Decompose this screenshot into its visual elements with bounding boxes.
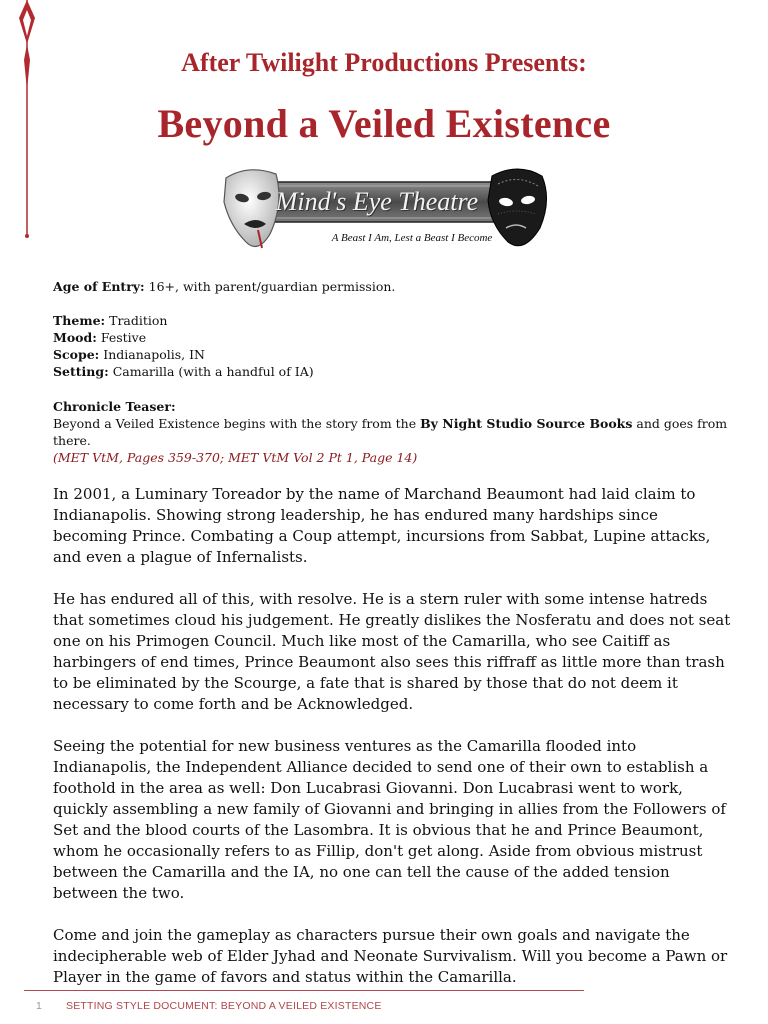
scope-value: Indianapolis, IN: [99, 347, 205, 362]
age-value: 16+, with parent/guardian permission.: [144, 279, 396, 294]
teaser-citation: (MET VtM, Pages 359-370; MET VtM Vol 2 Pt 1, Page 14): [53, 450, 418, 465]
teaser-post: and goes from there.: [53, 416, 728, 448]
theme-label: Theme:: [53, 313, 106, 328]
scope-label: Scope:: [53, 347, 100, 362]
footer-rule: [24, 990, 584, 991]
page-title: Beyond a Veiled Existence: [157, 101, 611, 146]
mood-value: Festive: [96, 330, 147, 345]
body-text: [53, 484, 733, 1009]
teaser-pre: Beyond a Veiled Existence begins with the story from the: [53, 416, 421, 431]
theme-line: [53, 312, 733, 329]
body-paragraph: Seeing the potential for new business ventures as the Camarilla flooded into Indianapolis, the Independent Alliance decided to send one of their own to establish a foothold in the area as well: Don Lucabrasi Giovanni. Don Lucabrasi went to work, quickly assembling a new family of Giovanni and bringing in allies from the Followers of Set and the blood courts of the Lasombra. It is obvious that he and Prince Beaumont, whom he occasionally refers to as Fillip, don't get along. Aside from obvious mistrust between the Camarilla and the IA, no one can tell the cause of the added tension between the two.: [53, 737, 726, 902]
footer-text: SETTING STYLE DOCUMENT: BEYOND A VEILED EXISTENCE: [66, 1000, 382, 1012]
logo-tagline: A Beast I Am, Lest a Beast I Become: [331, 232, 493, 244]
company-heading: After Twilight Productions Presents:: [181, 48, 587, 77]
mood-label: Mood:: [53, 330, 97, 345]
teaser-label: Chronicle Teaser:: [53, 399, 176, 414]
setting-label: Setting:: [53, 364, 109, 379]
theme-value: Tradition: [105, 313, 168, 328]
setting-value: Camarilla (with a handful of IA): [108, 364, 314, 379]
chronicle-details: [53, 312, 733, 380]
logo-text: Mind's Eye Theatre: [275, 187, 479, 216]
teaser-source: By Night Studio Source Books: [420, 416, 633, 431]
body-paragraph: Come and join the gameplay as characters pursue their own goals and navigate the indecipherable web of Elder Jyhad and Neonate Survivalism. Will you become a Pawn or Player in the game of favors and status within the Camarilla.: [53, 926, 728, 986]
scope-line: [53, 346, 733, 363]
teaser-text: [53, 415, 733, 449]
minds-eye-theatre-logo: [218, 164, 554, 260]
mood-line: [53, 329, 733, 346]
setting-line: [53, 363, 733, 380]
age-label: Age of Entry:: [53, 279, 145, 294]
body-paragraph: He has endured all of this, with resolve. He is a stern ruler with some intense hatreds that sometimes cloud his judgement. He greatly dislikes the Nosferatu and does not seat one on his Primogen Council. Much like most of the Camarilla, who see Caitiff as harbingers of end times, Prince Beaumont also sees this riffraff as little more than trash to be eliminated by the Scourge, a fate that is shared by those that do not deem it necessary to come forth and be Acknowledged.: [53, 590, 731, 713]
body-paragraph: In 2001, a Luminary Toreador by the name of Marchand Beaumont had laid claim to Indianapolis. Showing strong leadership, he has endured many hardships since becoming Prince. Combating a Coup attempt, incursions from Sabbat, Lupine attacks, and even a plague of Infernalists.: [53, 485, 711, 566]
chronicle-teaser: [53, 398, 733, 466]
page-footer: [36, 1000, 382, 1012]
page-number: 1: [36, 1000, 43, 1012]
age-of-entry: [53, 278, 733, 295]
